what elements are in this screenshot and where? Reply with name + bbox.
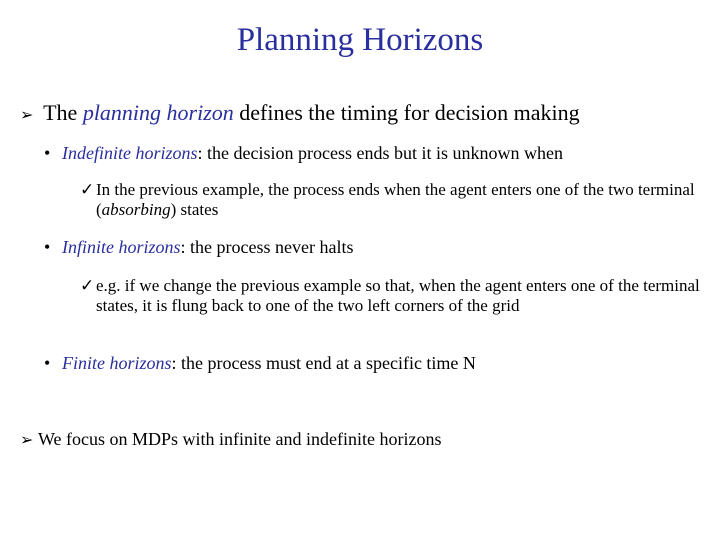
- point1-term: planning horizon: [82, 100, 234, 125]
- bullet-indefinite: [44, 142, 563, 164]
- absorbing-term: absorbing: [101, 200, 171, 219]
- sub-bullet-indefinite: [80, 180, 700, 220]
- sub-bullet-infinite: [80, 276, 700, 316]
- dot-bullet-icon: •: [44, 353, 51, 373]
- infinite-term: Infinite horizons: [62, 237, 181, 257]
- infinite-suffix: : the process never halts: [180, 237, 354, 257]
- finite-term: Finite horizons: [62, 353, 172, 373]
- check-bullet-icon: ✓: [80, 276, 95, 295]
- indefinite-term: Indefinite horizons: [62, 143, 198, 163]
- indefinite-sub-part2: ) states: [170, 200, 219, 219]
- indefinite-sub-part1: In the previous example, the process ends when the agent enters one of the two terminal (: [96, 180, 695, 219]
- finite-suffix: : the process must end at a specific time N: [171, 353, 476, 373]
- slide-title: Planning Horizons: [236, 22, 484, 58]
- indefinite-sub-text: [80, 180, 700, 220]
- arrow-bullet-icon: ➢: [20, 107, 34, 124]
- infinite-sub-text: e.g. if we change the previous example so that, when the agent enters one of the terminal states, it is flung back to one of the two left corners of the grid: [96, 276, 700, 315]
- point1-suffix: defines the timing for decision making: [233, 100, 580, 125]
- arrow-bullet-icon: ➢: [20, 432, 34, 449]
- dot-bullet-icon: •: [44, 237, 51, 257]
- check-bullet-icon: ✓: [80, 180, 95, 199]
- indefinite-suffix: : the decision process ends but it is unknown when: [197, 143, 563, 163]
- dot-bullet-icon: •: [44, 143, 51, 163]
- bullet-planning-horizon: [20, 100, 580, 129]
- bullet-finite: [44, 352, 476, 374]
- bullet-focus: [20, 426, 442, 454]
- bullet-infinite: [44, 236, 353, 258]
- point1-prefix: The: [43, 100, 83, 125]
- point2-text: We focus on MDPs with infinite and indefinite horizons: [38, 429, 442, 449]
